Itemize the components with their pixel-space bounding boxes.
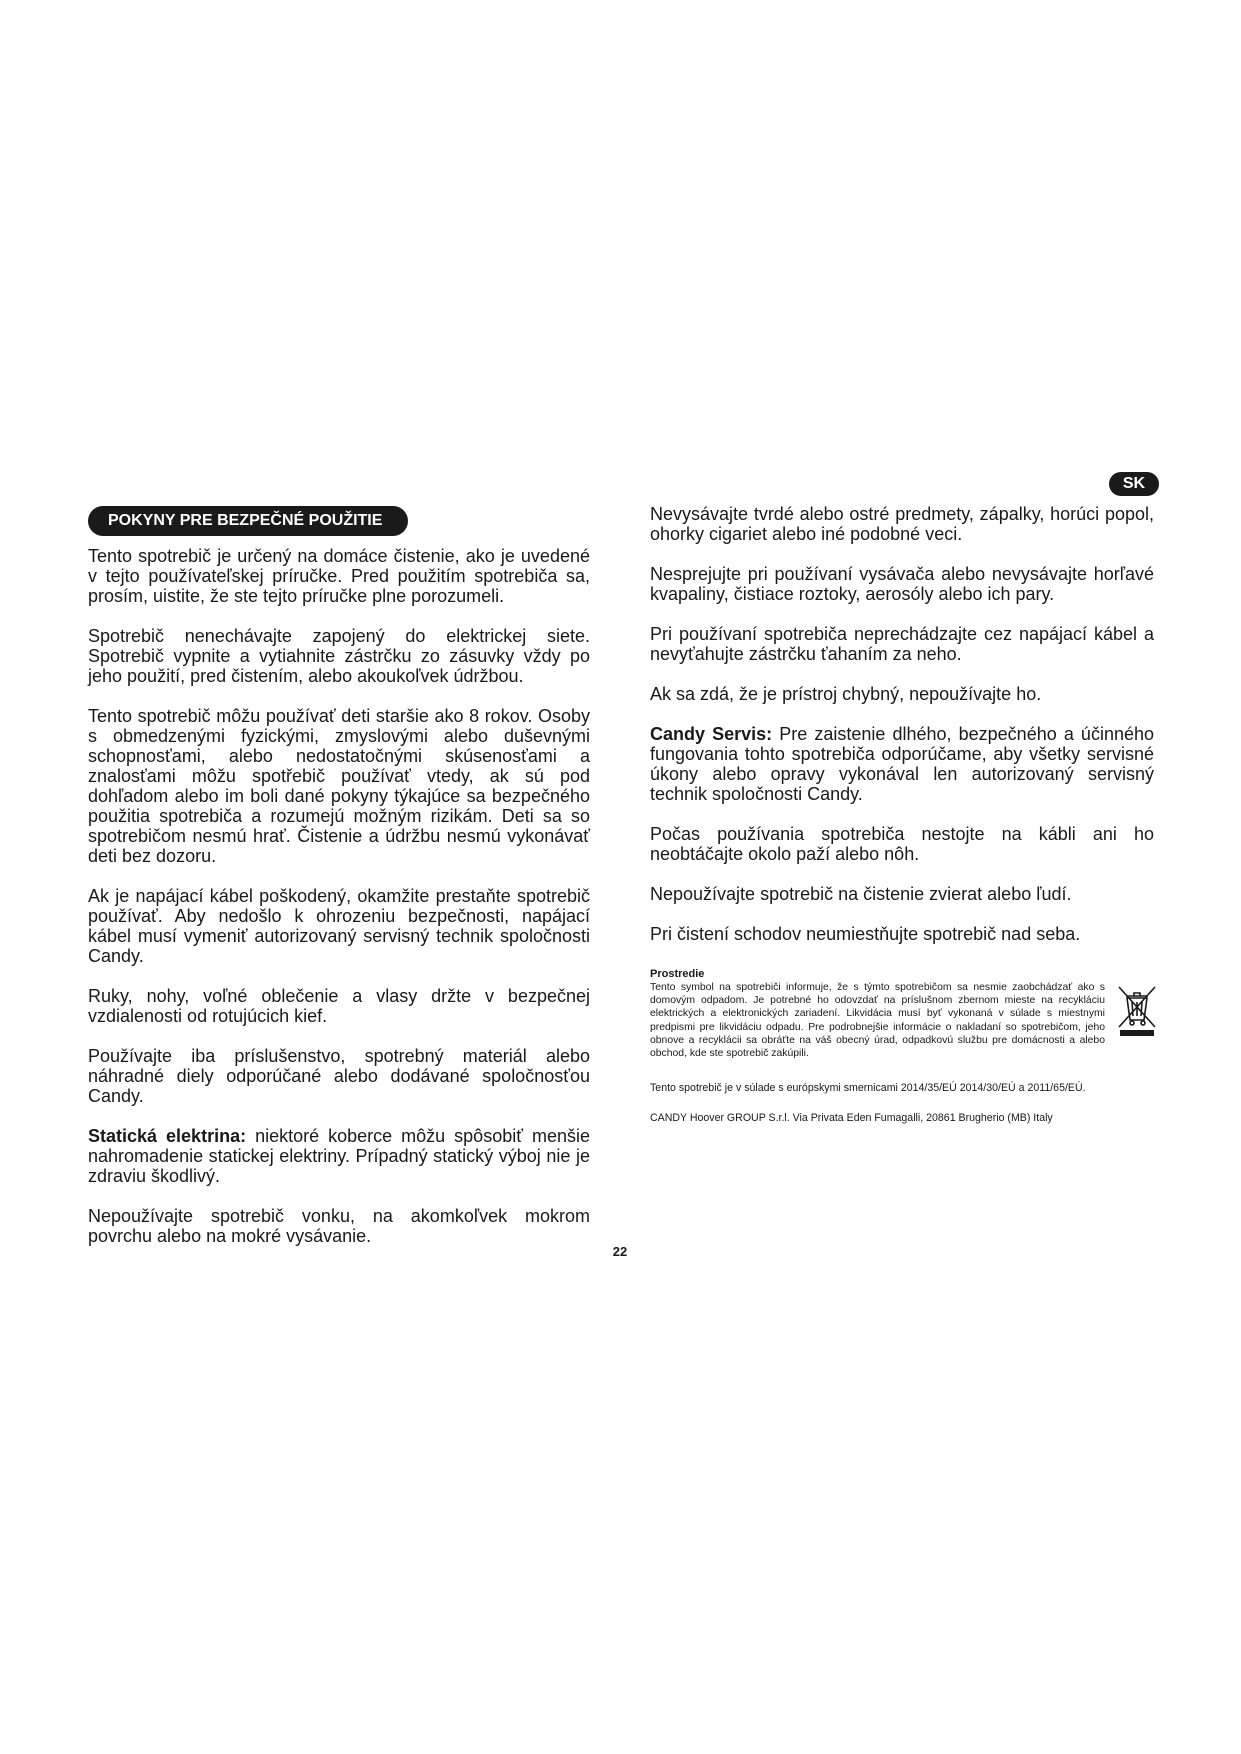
paragraph-animals: Nepoužívajte spotrebič na čistenie zvierat alebo ľudí.	[650, 884, 1072, 904]
paragraph-rotating-brushes: Ruky, nohy, voľné oblečenie a vlasy držte v bezpečnej vzdialenosti od rotujúcich kief.	[88, 986, 590, 1026]
left-column	[88, 546, 590, 1266]
paragraph-damaged-cable: Ak je napájací kábel poškodený, okamžite prestaňte spotrebič používať. Aby nedošlo k ohrozeniu bezpečnosti, napájací kábel musí vymeniť autorizovaný servisný technik spoločnosti Candy.	[88, 886, 590, 966]
paragraph-cable: Pri používaní spotrebiča neprechádzajte cez napájací kábel a nevyťahujte zástrčku ťahaním za neho.	[650, 624, 1154, 664]
paragraph-flammable: Nesprejujte pri používaní vysávača alebo nevysávajte horľavé kvapaliny, čistiace roztoky, aerosóly alebo ich pary.	[650, 564, 1154, 604]
environment-title: Prostredie	[650, 968, 705, 980]
section-title: POKYNY PRE BEZPEČNÉ POUŽITIE	[88, 506, 408, 536]
service-text: Pre zaistenie dlhého, bezpečného a účinného fungovania tohto spotrebiča odporúčame, aby všetky servisné úkony alebo opravy vykonával len autorizovaný servisný technik spoločnosti Candy.	[650, 724, 1154, 804]
paragraph-unplug: Spotrebič nenechávajte zapojený do elektrickej siete. Spotrebič vypnite a vytiahnite zástrčku zo zásuvky vždy po jeho použití, pred čistením, alebo akoukoľvek údržbou.	[88, 626, 590, 686]
paragraph-faulty: Ak sa zdá, že je prístroj chybný, nepoužívajte ho.	[650, 684, 1042, 704]
right-column	[650, 504, 1154, 964]
static-text: niektoré koberce môžu spôsobiť menšie nahromadenie statickej elektriny. Prípadný statický výboj nie je zdraviu škodlivý.	[88, 1126, 590, 1186]
paragraph-cable-wrap: Počas používania spotrebiča nestojte na kábli ani ho neobtáčajte okolo paží alebo nôh.	[650, 824, 1154, 864]
static-lead: Statická elektrina:	[88, 1126, 247, 1146]
page-number: 22	[612, 1244, 628, 1259]
paragraph-intended-use: Tento spotrebič je určený na domáce čistenie, ako je uvedené v tejto používateľskej príručke. Pred použitím spotrebiča sa, prosím, uistite, že ste tejto príručke plne porozumeli.	[88, 546, 590, 606]
paragraph-service	[650, 724, 1154, 804]
paragraph-static	[88, 1126, 590, 1186]
manufacturer-address: CANDY Hoover GROUP S.r.l. Via Privata Eden Fumagalli, 20861 Brugherio (MB) Italy	[650, 1112, 1053, 1124]
paragraph-children: Tento spotrebič môžu používať deti staršie ako 8 rokov. Osoby s obmedzenými fyzickými, zmyslovými alebo duševnými schopnosťami, alebo nedostatočnými skúsenosťami a znalosťami môžu spotřebič používať vtedy, ak sú pod dohľadom alebo im boli dané pokyny týkajúce sa bezpečného použitia spotrebiča a rozumejú možným rizikám. Deti sa so spotrebičom nesmú hrať. Čistenie a údržbu nesmú vykonávať deti bez dozoru.	[88, 706, 590, 866]
compliance-statement: Tento spotrebič je v súlade s európskymi smernicami 2014/35/EÚ 2014/30/EÚ a 2011/65/EÚ.	[650, 1082, 1086, 1094]
crossed-out-wheelie-bin-icon	[1114, 982, 1160, 1038]
service-lead: Candy Servis:	[650, 724, 773, 744]
environment-text: Tento symbol na spotrebiči informuje, že s týmto spotrebičom sa nesmie zaobchádzať ako s domovým odpadom. Je potrebné ho odovzdať na príslušnom zbernom mieste na recykláciu elektrických a elektronických zariadení. Likvidácia musí byť vykonaná v súlade s miestnymi predpismi pre likvidáciu odpadu. Pre podrobnejšie informácie o nakladaní so spotrebičom, jeho obnove a recyklácii sa obráťte na váš obecný úrad, odpadkovú službu pre domácnosti a alebo obchod, kde ste spotrebič zakúpili.	[650, 982, 1105, 1060]
paragraph-accessories: Používajte iba príslušenstvo, spotrebný materiál alebo náhradné diely odporúčané alebo dodávané spoločnosťou Candy.	[88, 1046, 590, 1106]
paragraph-stairs: Pri čistení schodov neumiestňujte spotrebič nad seba.	[650, 924, 1081, 944]
environment-section	[650, 968, 1160, 1060]
paragraph-outdoor: Nepoužívajte spotrebič vonku, na akomkoľvek mokrom povrchu alebo na mokré vysávanie.	[88, 1206, 590, 1246]
language-badge: SK	[1109, 472, 1159, 496]
paragraph-hard-objects: Nevysávajte tvrdé alebo ostré predmety, zápalky, horúci popol, ohorky cigariet alebo iné podobné veci.	[650, 504, 1154, 544]
